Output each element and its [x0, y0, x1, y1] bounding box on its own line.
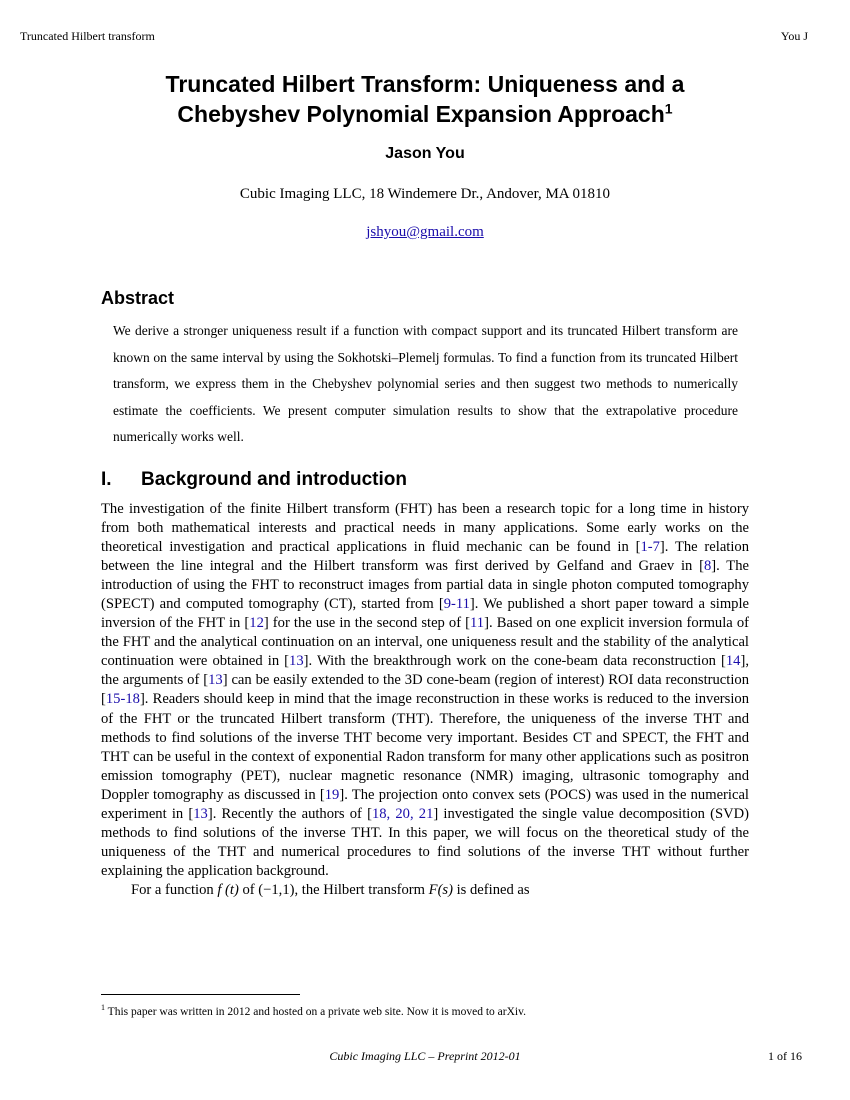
citation-link[interactable]: 8 [703, 558, 712, 575]
footnote-divider [101, 994, 300, 995]
author-name: Jason You [385, 145, 465, 162]
title-footnote-mark: 1 [664, 100, 673, 117]
math-f-of-t: f (t) [217, 881, 239, 898]
definition-paragraph: For a function f (t) of (−1,1), the Hilbert transform F(s) is defined as [131, 881, 530, 898]
title-line-2: Chebyshev Polynomial Expansion Approach [177, 101, 665, 127]
citation-link[interactable]: 19 [324, 786, 340, 803]
paper-title [60, 69, 790, 129]
footnote [101, 1003, 526, 1018]
citation-link[interactable]: 15-18 [105, 691, 140, 708]
footnote-text: This paper was written in 2012 and hosted on a private web site. Now it is moved to arXiv. [107, 1005, 526, 1018]
section-title: Background and introduction [141, 469, 407, 490]
citation-link[interactable]: 12 [249, 615, 264, 632]
math-F-of-s: F(s) [428, 881, 453, 898]
citation-link[interactable]: 18, 20, 21 [371, 805, 434, 822]
abstract-text: We derive a stronger uniqueness result if a function with compact support and its truncated Hilbert transform are known on the same interval by using the Sokhotski–Plemelj formulas. To find a function from its truncated Hilbert transform, we express them in the Chebyshev polynomial series and then suggest two methods to numerically estimate the coefficients. We present computer simulation results to show that the extrapolative procedure numerically works well. [113, 323, 738, 444]
running-author: You J [780, 29, 808, 43]
citation-link[interactable]: 9-11 [443, 596, 470, 613]
title-line-1: Truncated Hilbert Transform: Uniqueness and a [165, 71, 685, 97]
intro-paragraph: The investigation of the finite Hilbert transform (FHT) has been a research topic for a long time in history from both mathematical interests and practical needs in many applications. Some early works on the theoretical investigation and practical applications in fluid mechanic can be found in [1-7]. The relation between the line integral and the Hilbert transform was first derived by Gelfand and Graev in [8]. The introduction of using the FHT to reconstruct images from partial data in single photon computed tomography (SPECT) and computed tomography (CT), started from [9-11]. We published a short paper toward a simple inversion of the FHT in [12] for the use in the second step of [11]. Based on one explicit inversion formula of the FHT and the analytical continuation on an interval, one uniqueness result and the stability of the analytical continuation were obtained in [13]. With the breakthrough work on the cone-beam data reconstruction [14], the arguments of [13] can be easily extended to the 3D cone-beam (region of interest) ROI data reconstruction [15-18]. Readers should keep in mind that the image reconstruction in these works is reduced to the inversion of the FHT or the truncated Hilbert transform (THT). Therefore, the uniqueness of the inverse THT and methods to find solutions of the inverse THT become very important. Besides CT and SPECT, the FHT and THT can be useful in the context of exponential Radon transform for many other applications such as positron emission tomography (PET), nuclear magnetic resonance (NMR) imaging, ultrasonic tomography and Doppler tomography as discussed in [19]. The projection onto convex sets (POCS) was used in the numerical experiment in [13]. Recently the authors of [18, 20, 21] investigated the single value decomposition (SVD) methods to find solutions of the inverse THT. In this paper, we will focus on the theoretical study of the uniqueness of the THT and numerical procedures to find solutions of the inverse THT without further explaining the application background. [101, 501, 750, 879]
affiliation: Cubic Imaging LLC, 18 Windemere Dr., Andover, MA 01810 [239, 186, 611, 202]
footnote-mark: 1 [101, 1003, 105, 1012]
section-number: I. [101, 469, 112, 490]
email-link[interactable]: jshyou@gmail.com [366, 224, 484, 240]
footer-preprint: Cubic Imaging LLC – Preprint 2012-01 [329, 1049, 521, 1063]
citation-link[interactable]: 11 [470, 615, 485, 632]
citation-link[interactable]: 13 [193, 805, 208, 822]
math-interval: (−1,1) [258, 881, 295, 898]
running-title: Truncated Hilbert transform [20, 29, 155, 43]
email-line [0, 224, 850, 241]
citation-link[interactable]: 14 [725, 653, 741, 670]
page-number: 1 of 16 [768, 1049, 802, 1063]
abstract-heading: Abstract [101, 288, 175, 308]
section-body [101, 500, 749, 900]
citation-link[interactable]: 1-7 [640, 539, 660, 556]
citation-link[interactable]: 13 [208, 672, 223, 689]
citation-link[interactable]: 13 [289, 653, 304, 670]
section-heading [101, 469, 407, 491]
